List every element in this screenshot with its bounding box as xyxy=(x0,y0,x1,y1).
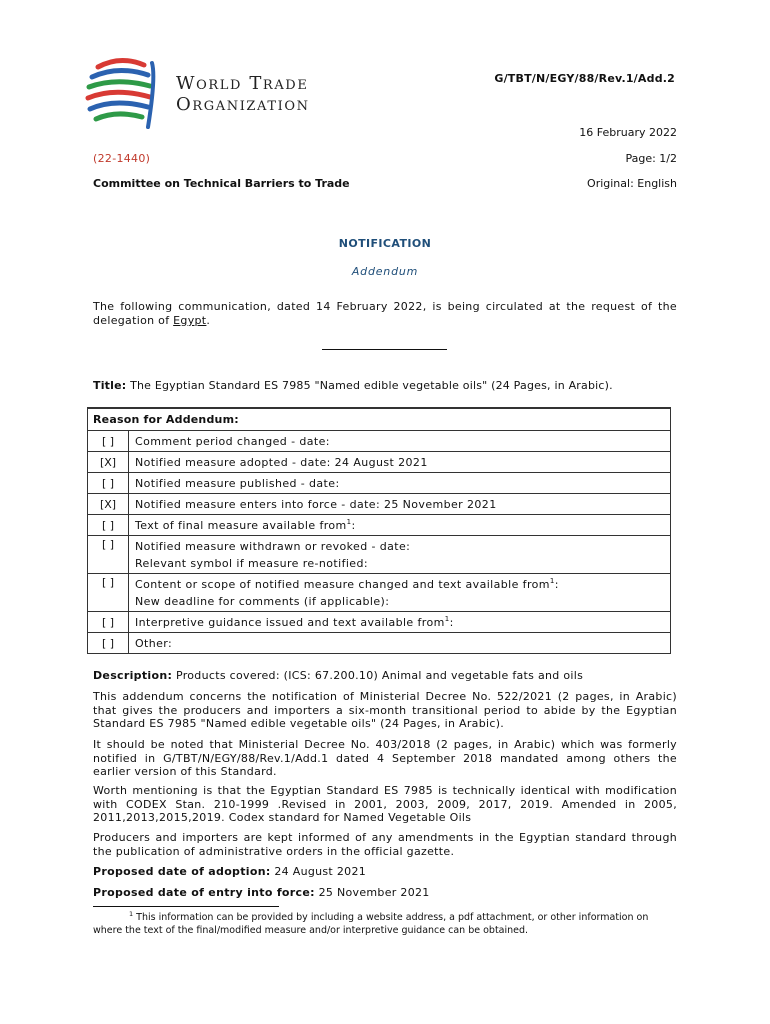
reason-row xyxy=(88,633,671,654)
reason-row xyxy=(88,536,671,574)
reason-text: Comment period changed - date: xyxy=(129,431,671,452)
reason-cell xyxy=(129,574,671,612)
measure-title xyxy=(93,379,613,392)
footnote-text: This information can be provided by including a website address, a pdf attachment, or other information on where the text of the final/modified measure and/or interpretive guidance can be obtained. xyxy=(93,912,649,936)
committee-name: Committee on Technical Barriers to Trade xyxy=(93,177,350,190)
footnote-marker-wrap xyxy=(93,912,133,923)
wto-emblem-icon xyxy=(84,55,170,135)
addendum-subheading: Addendum xyxy=(351,265,419,278)
footnote-ref: 1 xyxy=(346,517,352,526)
reason-text: Notified measure enters into force - date: 25 November 2021 xyxy=(129,494,671,515)
description-text: Products covered: (ICS: 67.200.10) Animal and vegetable fats and oils xyxy=(172,669,584,682)
description-paragraph-2: It should be noted that Ministerial Decree No. 403/2018 (2 pages, in Arabic) which was formerly notified in G/TBT/N/EGY/88/Rev.1/Add.1 dated 4 September 2018 mandated among others the earlier version of this Standard. xyxy=(93,738,677,778)
proposed-adoption xyxy=(93,865,677,879)
proposed-entry-into-force xyxy=(93,886,677,900)
description-paragraph-1: This addendum concerns the notification of Ministerial Decree No. 522/2021 (2 pages, in Arabic) that gives the producers and importers a six-month transitional period to abide by the Egyptian Standard ES 7985 "Named edible vegetable oils" (24 Pages, in Arabic). xyxy=(93,690,677,730)
reason-checkbox: [ ] xyxy=(88,612,129,633)
reason-text: Notified measure adopted - date: 24 August 2021 xyxy=(129,452,671,473)
reason-colon: : xyxy=(351,518,356,532)
org-name-line2: Organization xyxy=(176,94,310,115)
footnote xyxy=(93,912,677,937)
entry-label: Proposed date of entry into force: xyxy=(93,886,315,899)
reason-cell xyxy=(129,536,671,574)
footnote-ref: 1 xyxy=(444,614,450,623)
intro-paragraph xyxy=(93,300,677,328)
reason-cell xyxy=(129,612,671,633)
reason-text-line2: Relevant symbol if measure re-notified: xyxy=(135,556,368,570)
document-date: 16 February 2022 xyxy=(579,126,677,139)
reason-text: Notified measure withdrawn or revoked - date: xyxy=(135,539,411,553)
notification-heading: NOTIFICATION xyxy=(338,237,432,250)
wto-logo xyxy=(84,55,344,135)
reason-row xyxy=(88,431,671,452)
description-line xyxy=(93,669,677,683)
reason-row xyxy=(88,515,671,536)
reason-checkbox: [ ] xyxy=(88,536,129,574)
reason-colon: : xyxy=(554,577,559,591)
reason-text: Interpretive guidance issued and text available from xyxy=(135,615,445,629)
reason-header-row xyxy=(88,408,671,431)
org-name-line1: World Trade xyxy=(176,73,309,94)
intro-text: The following communication, dated 14 February 2022, is being circulated at the request of the delegation of xyxy=(93,300,677,327)
reason-text: Other: xyxy=(129,633,671,654)
reason-checkbox: [ ] xyxy=(88,473,129,494)
reason-checkbox: [ ] xyxy=(88,574,129,612)
reason-row xyxy=(88,574,671,612)
description-paragraph-4: Producers and importers are kept informed of any amendments in the Egyptian standard through the publication of administrative orders in the official gazette. xyxy=(93,831,677,858)
reason-table xyxy=(87,407,671,654)
reason-checkbox: [ ] xyxy=(88,633,129,654)
title-label: Title: xyxy=(93,379,127,392)
reason-colon: : xyxy=(449,615,454,629)
footnote-number: 1 xyxy=(129,910,134,918)
reason-row xyxy=(88,612,671,633)
reason-row xyxy=(88,473,671,494)
description-label: Description: xyxy=(93,669,173,682)
document-symbol: G/TBT/N/EGY/88/Rev.1/Add.2 xyxy=(494,72,675,85)
footnote-separator xyxy=(93,906,279,907)
reason-text-line2: New deadline for comments (if applicable): xyxy=(135,594,390,608)
description-paragraph-3: Worth mentioning is that the Egyptian Standard ES 7985 is technically identical with modification with CODEX Stan. 210-1999 .Revised in 2001, 2003, 2009, 2017, 2019. Amended in 2005, 2011,2013,2015,2019. Codex standard for Named Vegetable Oils xyxy=(93,784,677,824)
intro-end: . xyxy=(206,314,211,327)
reason-checkbox: [X] xyxy=(88,494,129,515)
adoption-label: Proposed date of adoption: xyxy=(93,865,271,878)
reason-line1 xyxy=(135,576,664,593)
original-language: Original: English xyxy=(587,177,677,190)
reason-row xyxy=(88,452,671,473)
reason-text: Text of final measure available from xyxy=(135,518,347,532)
intro-country: Egypt xyxy=(173,314,207,327)
page-number: Page: 1/2 xyxy=(625,152,677,165)
reason-checkbox: [ ] xyxy=(88,515,129,536)
reason-header: Reason for Addendum: xyxy=(88,408,671,431)
separator-rule xyxy=(322,349,447,350)
reason-row xyxy=(88,494,671,515)
org-name xyxy=(176,73,310,115)
reason-checkbox: [X] xyxy=(88,452,129,473)
entry-value: 25 November 2021 xyxy=(314,886,430,899)
title-text: The Egyptian Standard ES 7985 "Named edible vegetable oils" (24 Pages, in Arabic). xyxy=(126,379,613,392)
footnote-ref: 1 xyxy=(549,576,555,585)
reason-text: Content or scope of notified measure changed and text available from xyxy=(135,577,550,591)
reason-text: Notified measure published - date: xyxy=(129,473,671,494)
reason-checkbox: [ ] xyxy=(88,431,129,452)
reference-number: (22-1440) xyxy=(93,152,151,165)
reason-cell xyxy=(129,515,671,536)
adoption-value: 24 August 2021 xyxy=(270,865,367,878)
